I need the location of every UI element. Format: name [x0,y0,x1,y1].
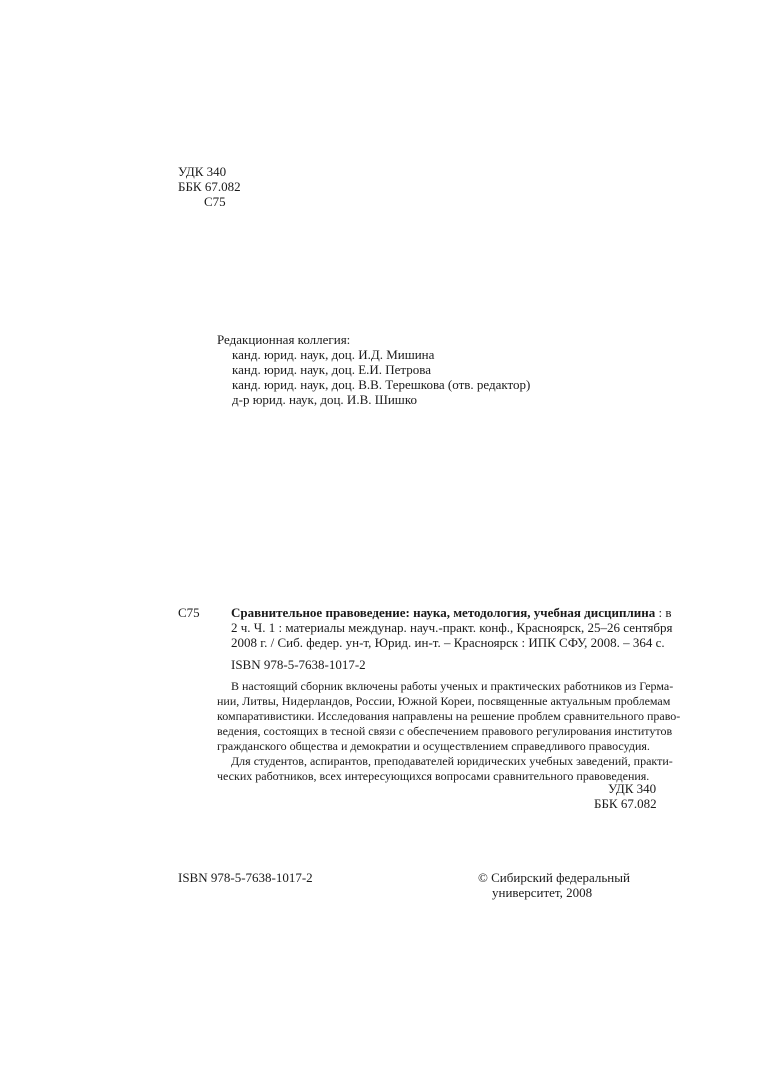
editorial-member: канд. юрид. наук, доц. Е.И. Петрова [232,362,432,377]
record-line: 2008 г. / Сиб. федер. ун-т, Юрид. ин-т. – Красноярск : ИПК СФУ, 2008. – 364 с. [231,635,665,650]
editorial-member: д-р юрид. наук, доц. И.В. Шишко [232,392,417,407]
annotation-line: компаративистики. Исследования направлены на решение проблем сравнительного право- [217,709,681,723]
editorial-member: канд. юрид. наук, доц. И.Д. Мишина [232,347,435,362]
record-line: 2 ч. Ч. 1 : материалы междунар. науч.-практ. конф., Красноярск, 25–26 сентября [231,620,673,635]
editorial-member: канд. юрид. наук, доц. В.В. Терешкова (отв. редактор) [232,377,531,392]
record-title-line [231,605,672,620]
record-title-rest: : в [655,605,672,620]
editorial-board-heading: Редакционная коллегия: [217,332,351,347]
copyright-line: университет, 2008 [492,885,593,900]
annotation-line: ческих работников, всех интересующихся вопросами сравнительного правоведения. [217,769,650,783]
annotation-line: Для студентов, аспирантов, преподавателей юридических учебных заведений, практи- [231,754,673,768]
record-title: Сравнительное правоведение: наука, методология, учебная дисциплина [231,605,656,620]
author-mark-top: С75 [204,194,226,209]
annotation-line: ведения, состоящих в тесной связи с обеспечением правового регулирования институтов [217,724,673,738]
annotation-line: гражданского общества и демократии и осуществлением справедливого правосудия. [217,739,650,753]
annotation-line: нии, Литвы, Нидерландов, России, Южной Кореи, посвященные актуальным проблемам [217,694,671,708]
bbk-top: ББК 67.082 [178,179,241,194]
author-mark-record: С75 [178,605,200,620]
copyright-line: © Сибирский федеральный [478,870,630,885]
udk-bottom: УДК 340 [608,781,657,796]
annotation-line: В настоящий сборник включены работы ученых и практических работников из Герма- [231,679,674,693]
record-isbn: ISBN 978-5-7638-1017-2 [231,657,366,672]
udk-top: УДК 340 [178,164,227,179]
bbk-bottom: ББК 67.082 [594,796,657,811]
footer-isbn: ISBN 978-5-7638-1017-2 [178,870,313,885]
